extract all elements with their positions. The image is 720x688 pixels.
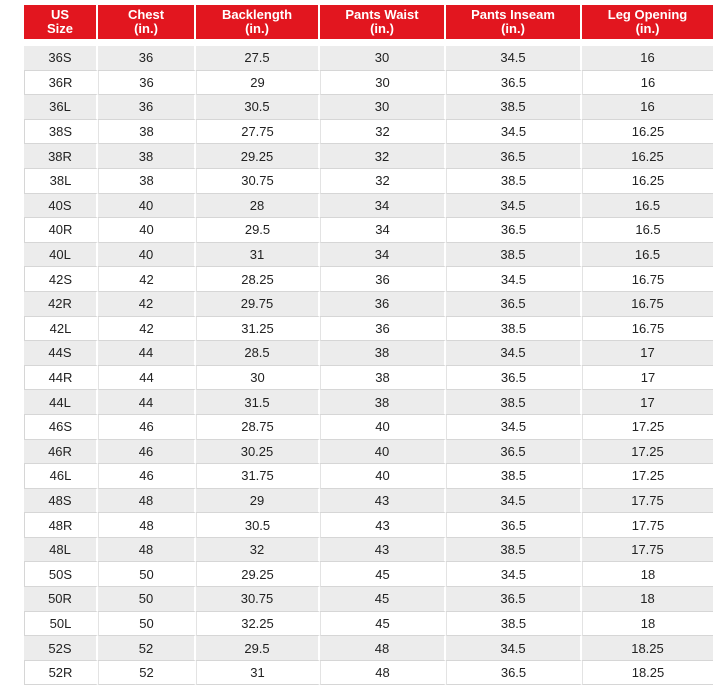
cell-pants-inseam: 34.5 — [446, 636, 582, 661]
cell-pants-waist: 45 — [320, 587, 446, 612]
cell-pants-inseam: 38.5 — [446, 95, 582, 120]
cell-leg-opening: 17.75 — [582, 489, 713, 514]
cell-leg-opening: 18 — [582, 587, 713, 612]
cell-backlength: 29.5 — [196, 636, 320, 661]
cell-pants-inseam: 36.5 — [446, 661, 582, 686]
cell-size: 44L — [24, 390, 98, 415]
cell-chest: 38 — [98, 144, 196, 169]
cell-leg-opening: 16.75 — [582, 267, 713, 292]
cell-leg-opening: 17.25 — [582, 440, 713, 465]
cell-pants-inseam: 34.5 — [446, 46, 582, 71]
cell-leg-opening: 17.25 — [582, 464, 713, 489]
cell-backlength: 31 — [196, 243, 320, 268]
cell-pants-inseam: 34.5 — [446, 489, 582, 514]
cell-leg-opening: 17.25 — [582, 415, 713, 440]
cell-pants-inseam: 36.5 — [446, 587, 582, 612]
table-row — [24, 144, 713, 169]
cell-backlength: 29.25 — [196, 562, 320, 587]
table-row — [24, 120, 713, 145]
cell-leg-opening: 17 — [582, 366, 713, 391]
cell-pants-waist: 40 — [320, 464, 446, 489]
table-row — [24, 661, 713, 686]
cell-chest: 52 — [98, 636, 196, 661]
cell-pants-inseam: 34.5 — [446, 194, 582, 219]
cell-pants-waist: 30 — [320, 71, 446, 96]
cell-pants-inseam: 38.5 — [446, 538, 582, 563]
cell-pants-inseam: 36.5 — [446, 366, 582, 391]
cell-backlength: 30.25 — [196, 440, 320, 465]
header-chest: Chest (in.) — [98, 5, 196, 39]
cell-pants-waist: 38 — [320, 390, 446, 415]
cell-chest: 42 — [98, 317, 196, 342]
cell-chest: 46 — [98, 440, 196, 465]
cell-backlength: 31.75 — [196, 464, 320, 489]
cell-chest: 40 — [98, 218, 196, 243]
cell-size: 50R — [24, 587, 98, 612]
cell-pants-inseam: 34.5 — [446, 562, 582, 587]
cell-pants-waist: 34 — [320, 194, 446, 219]
cell-pants-waist: 36 — [320, 317, 446, 342]
cell-pants-waist: 38 — [320, 341, 446, 366]
cell-backlength: 29 — [196, 489, 320, 514]
cell-leg-opening: 16 — [582, 46, 713, 71]
cell-pants-waist: 43 — [320, 489, 446, 514]
cell-backlength: 30.5 — [196, 513, 320, 538]
cell-pants-inseam: 38.5 — [446, 169, 582, 194]
cell-size: 38L — [24, 169, 98, 194]
cell-pants-inseam: 38.5 — [446, 317, 582, 342]
table-row — [24, 366, 713, 391]
cell-pants-inseam: 36.5 — [446, 440, 582, 465]
cell-size: 50L — [24, 612, 98, 637]
cell-size: 46L — [24, 464, 98, 489]
cell-size: 40S — [24, 194, 98, 219]
cell-pants-waist: 40 — [320, 440, 446, 465]
cell-pants-inseam: 38.5 — [446, 390, 582, 415]
cell-pants-waist: 45 — [320, 562, 446, 587]
cell-backlength: 30 — [196, 366, 320, 391]
table-row — [24, 489, 713, 514]
cell-backlength: 29.25 — [196, 144, 320, 169]
cell-pants-waist: 30 — [320, 95, 446, 120]
cell-pants-inseam: 36.5 — [446, 144, 582, 169]
cell-pants-inseam: 34.5 — [446, 341, 582, 366]
header-us-size: US Size — [24, 5, 98, 39]
cell-chest: 36 — [98, 71, 196, 96]
cell-backlength: 31.25 — [196, 317, 320, 342]
cell-size: 42L — [24, 317, 98, 342]
table-row — [24, 538, 713, 563]
table-row — [24, 317, 713, 342]
cell-leg-opening: 16.25 — [582, 120, 713, 145]
table-row — [24, 95, 713, 120]
cell-backlength: 32.25 — [196, 612, 320, 637]
cell-chest: 42 — [98, 267, 196, 292]
cell-leg-opening: 16.25 — [582, 169, 713, 194]
cell-pants-inseam: 34.5 — [446, 120, 582, 145]
cell-leg-opening: 16.75 — [582, 317, 713, 342]
cell-size: 42R — [24, 292, 98, 317]
cell-leg-opening: 17.75 — [582, 513, 713, 538]
table-row — [24, 636, 713, 661]
header-backlength: Backlength (in.) — [196, 5, 320, 39]
header-leg-opening: Leg Opening (in.) — [582, 5, 713, 39]
cell-leg-opening: 17 — [582, 390, 713, 415]
table-row — [24, 292, 713, 317]
table-row — [24, 169, 713, 194]
table-row — [24, 464, 713, 489]
cell-size: 44R — [24, 366, 98, 391]
cell-pants-inseam: 36.5 — [446, 218, 582, 243]
cell-chest: 42 — [98, 292, 196, 317]
cell-chest: 52 — [98, 661, 196, 686]
cell-pants-inseam: 34.5 — [446, 415, 582, 440]
cell-pants-waist: 32 — [320, 144, 446, 169]
cell-chest: 50 — [98, 562, 196, 587]
cell-backlength: 31.5 — [196, 390, 320, 415]
table-row — [24, 71, 713, 96]
cell-chest: 44 — [98, 366, 196, 391]
cell-leg-opening: 16.75 — [582, 292, 713, 317]
cell-leg-opening: 18 — [582, 612, 713, 637]
cell-leg-opening: 16.5 — [582, 218, 713, 243]
table-body — [24, 46, 713, 685]
cell-pants-waist: 34 — [320, 243, 446, 268]
cell-size: 40R — [24, 218, 98, 243]
cell-pants-waist: 36 — [320, 292, 446, 317]
cell-chest: 50 — [98, 587, 196, 612]
cell-chest: 40 — [98, 194, 196, 219]
table-row — [24, 415, 713, 440]
cell-chest: 46 — [98, 415, 196, 440]
cell-chest: 48 — [98, 513, 196, 538]
cell-chest: 38 — [98, 169, 196, 194]
cell-size: 38R — [24, 144, 98, 169]
cell-size: 48S — [24, 489, 98, 514]
table-row — [24, 513, 713, 538]
cell-size: 38S — [24, 120, 98, 145]
table-row — [24, 194, 713, 219]
cell-chest: 40 — [98, 243, 196, 268]
table-row — [24, 46, 713, 71]
cell-chest: 44 — [98, 341, 196, 366]
cell-pants-waist: 48 — [320, 636, 446, 661]
cell-backlength: 28 — [196, 194, 320, 219]
cell-size: 42S — [24, 267, 98, 292]
cell-pants-waist: 30 — [320, 46, 446, 71]
cell-backlength: 27.75 — [196, 120, 320, 145]
cell-leg-opening: 17 — [582, 341, 713, 366]
table-row — [24, 440, 713, 465]
table-row — [24, 390, 713, 415]
cell-leg-opening: 16 — [582, 95, 713, 120]
cell-pants-waist: 34 — [320, 218, 446, 243]
header-gap — [24, 39, 713, 46]
cell-pants-inseam: 36.5 — [446, 292, 582, 317]
cell-pants-inseam: 34.5 — [446, 267, 582, 292]
cell-pants-waist: 48 — [320, 661, 446, 686]
header-pants-inseam: Pants Inseam (in.) — [446, 5, 582, 39]
table-header-row — [24, 5, 713, 39]
cell-backlength: 30.75 — [196, 169, 320, 194]
cell-size: 40L — [24, 243, 98, 268]
cell-chest: 36 — [98, 46, 196, 71]
cell-chest: 38 — [98, 120, 196, 145]
cell-leg-opening: 18.25 — [582, 661, 713, 686]
cell-chest: 46 — [98, 464, 196, 489]
cell-leg-opening: 16 — [582, 71, 713, 96]
cell-pants-waist: 32 — [320, 120, 446, 145]
cell-pants-waist: 43 — [320, 513, 446, 538]
cell-backlength: 29 — [196, 71, 320, 96]
cell-pants-waist: 40 — [320, 415, 446, 440]
cell-backlength: 28.5 — [196, 341, 320, 366]
cell-chest: 48 — [98, 538, 196, 563]
table-row — [24, 267, 713, 292]
table-row — [24, 562, 713, 587]
cell-pants-waist: 32 — [320, 169, 446, 194]
cell-backlength: 30.5 — [196, 95, 320, 120]
cell-pants-inseam: 38.5 — [446, 464, 582, 489]
cell-pants-waist: 38 — [320, 366, 446, 391]
cell-backlength: 29.75 — [196, 292, 320, 317]
cell-size: 36S — [24, 46, 98, 71]
table-row — [24, 218, 713, 243]
table-row — [24, 587, 713, 612]
cell-leg-opening: 17.75 — [582, 538, 713, 563]
cell-size: 52R — [24, 661, 98, 686]
cell-pants-waist: 45 — [320, 612, 446, 637]
cell-size: 44S — [24, 341, 98, 366]
cell-backlength: 30.75 — [196, 587, 320, 612]
cell-size: 36L — [24, 95, 98, 120]
header-pants-waist: Pants Waist (in.) — [320, 5, 446, 39]
cell-leg-opening: 16.25 — [582, 144, 713, 169]
cell-backlength: 31 — [196, 661, 320, 686]
cell-size: 48L — [24, 538, 98, 563]
cell-size: 48R — [24, 513, 98, 538]
cell-chest: 50 — [98, 612, 196, 637]
cell-chest: 36 — [98, 95, 196, 120]
cell-leg-opening: 16.5 — [582, 194, 713, 219]
cell-pants-waist: 36 — [320, 267, 446, 292]
cell-size: 50S — [24, 562, 98, 587]
cell-pants-inseam: 38.5 — [446, 612, 582, 637]
cell-leg-opening: 16.5 — [582, 243, 713, 268]
cell-backlength: 29.5 — [196, 218, 320, 243]
cell-size: 36R — [24, 71, 98, 96]
cell-size: 52S — [24, 636, 98, 661]
cell-leg-opening: 18 — [582, 562, 713, 587]
cell-pants-inseam: 36.5 — [446, 71, 582, 96]
cell-chest: 48 — [98, 489, 196, 514]
cell-backlength: 28.25 — [196, 267, 320, 292]
cell-chest: 44 — [98, 390, 196, 415]
cell-backlength: 27.5 — [196, 46, 320, 71]
cell-pants-waist: 43 — [320, 538, 446, 563]
cell-size: 46S — [24, 415, 98, 440]
cell-size: 46R — [24, 440, 98, 465]
size-chart-table — [24, 5, 713, 685]
table-row — [24, 341, 713, 366]
table-row — [24, 243, 713, 268]
cell-pants-inseam: 38.5 — [446, 243, 582, 268]
cell-backlength: 28.75 — [196, 415, 320, 440]
cell-pants-inseam: 36.5 — [446, 513, 582, 538]
cell-backlength: 32 — [196, 538, 320, 563]
table-row — [24, 612, 713, 637]
cell-leg-opening: 18.25 — [582, 636, 713, 661]
